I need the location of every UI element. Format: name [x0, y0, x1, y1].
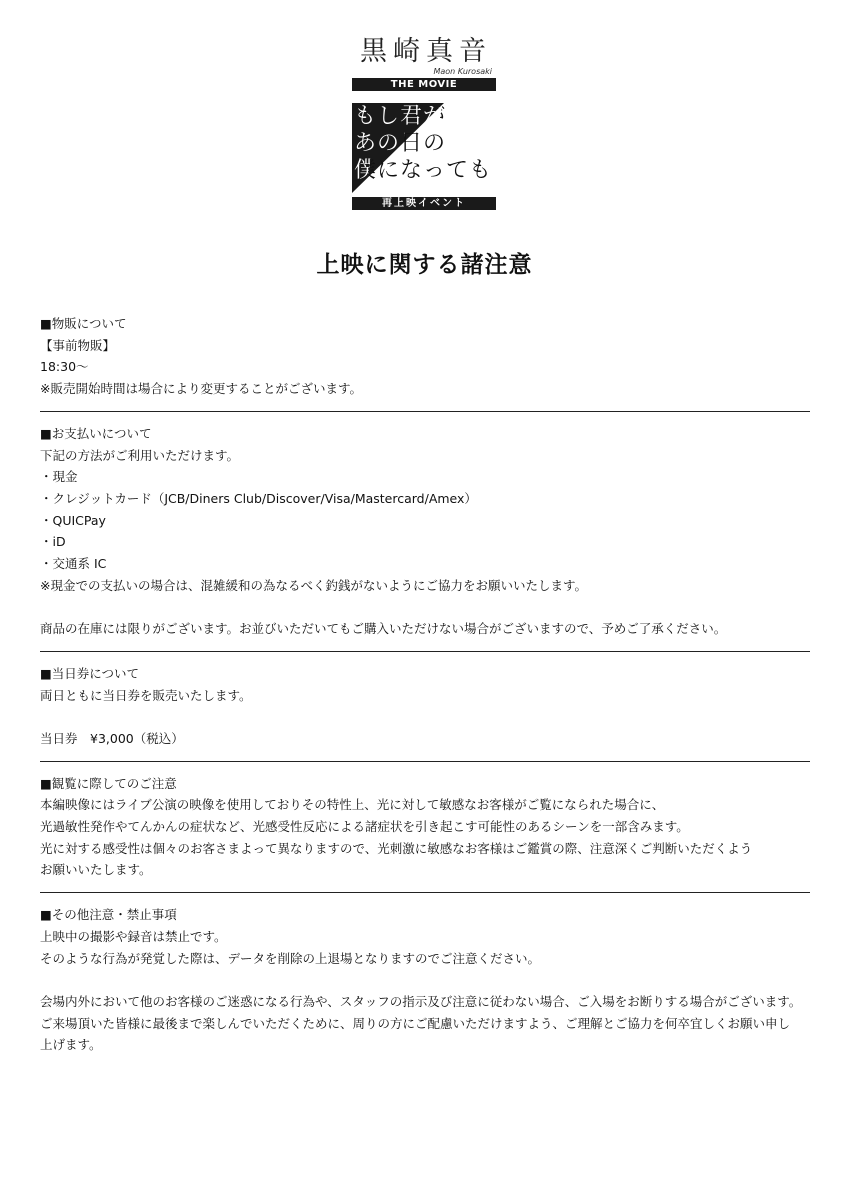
notices-content	[40, 313, 810, 1056]
section-line: ・iD	[40, 534, 66, 550]
section-line: お願いいたします。	[40, 862, 152, 878]
section-heading: ■観覧に際してのご注意	[40, 775, 177, 791]
section-line: 両日ともに当日券を販売いたします。	[40, 687, 252, 703]
divider	[40, 651, 810, 652]
section-line: 光過敏性発作やてんかんの症状など、光感受性反応による諸症状を引き起こす可能性のあるシーンを一部含みます。	[40, 819, 689, 835]
blank-line	[40, 969, 810, 991]
section-line: ※販売開始時間は場合により変更することがございます。	[40, 381, 362, 397]
section-other-prohibitions	[40, 904, 810, 1056]
movie-title-block	[352, 103, 496, 193]
section-line: ・QUICPay	[40, 512, 106, 528]
section-line: そのような行為が発覚した際は、データを削除の上退場となりますのでご注意ください。	[40, 950, 541, 966]
movie-title-line-3: 僕になっても	[354, 158, 493, 183]
blank-line	[40, 596, 810, 618]
page-title: 上映に関する諸注意	[316, 252, 533, 278]
section-line: 会場内外において他のお客様のご迷惑になる行為や、スタッフの指示及び注意に従わない場合、ご入場をお断りする場合がございます。	[40, 993, 802, 1009]
section-viewing-caution	[40, 773, 810, 882]
section-line: ・クレジットカード（JCB/Diners Club/Discover/Visa/Mastercard/Amex）	[40, 490, 477, 506]
blank-line	[40, 706, 810, 728]
section-line: 上げます。	[40, 1037, 102, 1053]
section-day-tickets	[40, 663, 810, 750]
section-line: 本編映像にはライブ公演の映像を使用しておりその特性上、光に対して敏感なお客様がご覧になられた場合に、	[40, 797, 665, 813]
divider	[40, 761, 810, 762]
section-line: 18:30〜	[40, 359, 89, 375]
movie-title-line-2: あの日の	[354, 130, 492, 157]
section-heading: ■お支払いについて	[40, 425, 152, 441]
section-line: ご来場頂いた皆様に最後まで楽しんでいただくために、周りの方にご配慮いただけますよう、ご理解とご協力を何卒宜しくお願い申し	[40, 1015, 791, 1031]
movie-bar: THE MOVIE	[352, 78, 496, 91]
section-payment	[40, 423, 810, 640]
section-heading: ■物販について	[40, 316, 127, 331]
event-logo	[352, 36, 496, 210]
section-heading: ■その他注意・禁止事項	[40, 907, 177, 923]
artist-name: 黒崎真音	[360, 36, 492, 67]
movie-title-line-1: もし君が	[354, 103, 492, 130]
movie-title-lines	[354, 103, 492, 184]
divider	[40, 411, 810, 412]
section-merchandise	[40, 313, 810, 400]
section-line: ・交通系 IC	[40, 556, 107, 572]
section-line: ・現金	[40, 469, 78, 485]
section-line: 商品の在庫には限りがございます。お並びいただいてもご購入いただけない場合がございますので、予めご了承ください。	[40, 621, 727, 637]
ticket-price: 当日券 ¥3,000（税込）	[40, 730, 184, 746]
section-heading: ■当日券について	[40, 665, 140, 681]
rescreening-event-bar: 再上映イベント	[352, 197, 496, 210]
section-line: 光に対する感受性は個々のお客さまよって異なりますので、光刺激に敏感なお客様はご鑑賞の際、注意深くご判断いただくよう	[40, 840, 753, 856]
divider	[40, 892, 810, 893]
section-line: 下記の方法がご利用いただけます。	[40, 447, 240, 463]
section-line: 上映中の撮影や録音は禁止です。	[40, 928, 227, 944]
section-line: ※現金での支払いの場合は、混雑緩和の為なるべく釣銭がないようにご協力をお願いいたします。	[40, 577, 587, 593]
section-line: 【事前物販】	[40, 337, 116, 353]
artist-romaji: Maon Kurosaki	[433, 67, 492, 76]
